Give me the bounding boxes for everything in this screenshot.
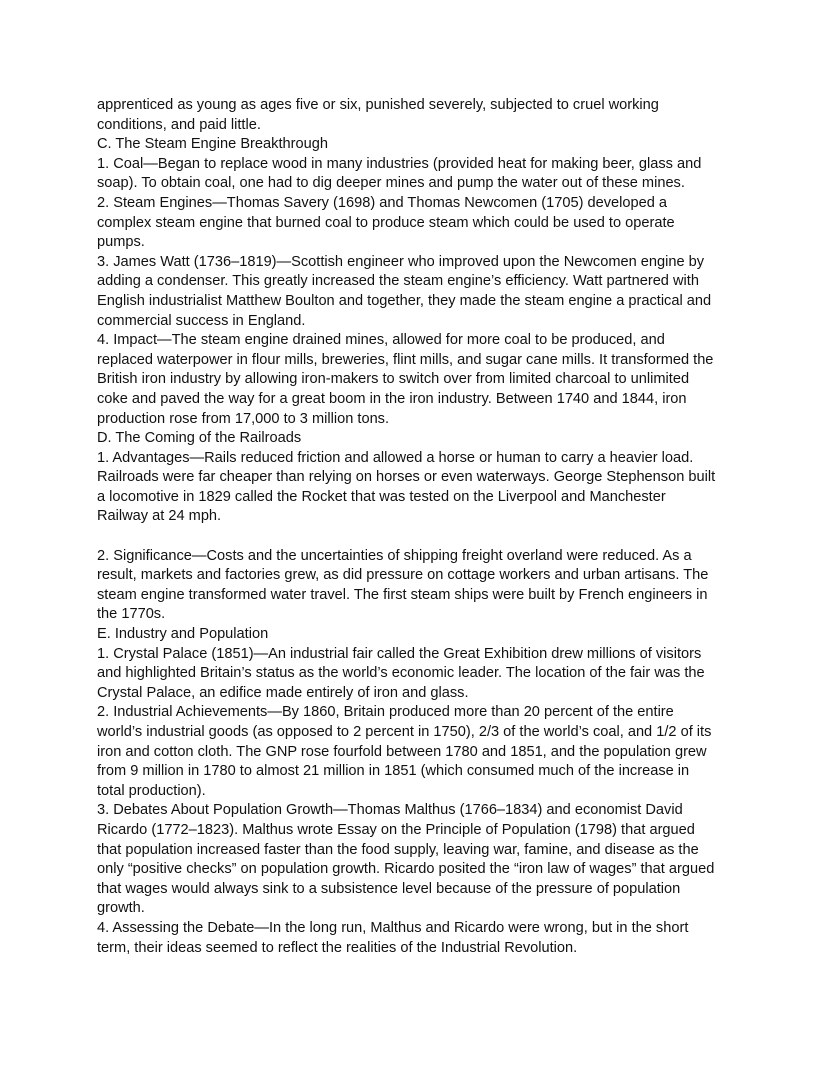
text-line: C. The Steam Engine Breakthrough — [97, 136, 328, 153]
text-line: 4. Assessing the Debate—In the long run, Malthus and Ricardo were wrong, but in the short — [97, 919, 689, 936]
text-line: result, markets and factories grew, as did pressure on cottage workers and urban artisans. The — [97, 567, 709, 584]
text-line: only “positive checks” on population growth. Ricardo posited the “iron law of wages” that argued — [97, 861, 715, 878]
text-line: adding a condenser. This greatly increased the steam engine’s efficiency. Watt partnered with — [97, 273, 699, 290]
text-line: iron and cotton cloth. The GNP rose fourfold between 1780 and 1851, and the population grew — [97, 743, 707, 760]
text-line: D. The Coming of the Railroads — [97, 430, 302, 447]
text-line: 4. Impact—The steam engine drained mines, allowed for more coal to be produced, and — [97, 332, 665, 349]
text-line: pumps. — [97, 234, 145, 251]
text-line: a locomotive in 1829 called the Rocket that was tested on the Liverpool and Manchester — [97, 488, 666, 505]
text-line: commercial success in England. — [97, 312, 306, 329]
text-line: E. Industry and Population — [97, 626, 269, 643]
text-line: steam engine transformed water travel. The first steam ships were built by French engineers in — [97, 586, 708, 603]
text-line: apprenticed as young as ages five or six, punished severely, subjected to cruel working — [97, 97, 659, 113]
document-body — [97, 96, 737, 958]
blank-line — [97, 527, 737, 547]
text-line: term, their ideas seemed to reflect the realities of the Industrial Revolution. — [97, 939, 578, 956]
text-line: replaced waterpower in flour mills, breweries, flint mills, and sugar cane mills. It transformed the — [97, 351, 714, 368]
text-line: total production). — [97, 782, 206, 799]
text-line: that wages would always sink to a subsistence level because of the pressure of population — [97, 880, 681, 897]
text-line: English industrialist Matthew Boulton and together, they made the steam engine a practical and — [97, 292, 712, 309]
text-line: growth. — [97, 900, 145, 917]
text-line: 1. Crystal Palace (1851)—An industrial fair called the Great Exhibition drew millions of visitors — [97, 645, 702, 662]
text-line: that population increased faster than the food supply, leaving war, famine, and disease as the — [97, 841, 699, 858]
text-line: 2. Significance—Costs and the uncertainties of shipping freight overland were reduced. As a — [97, 547, 692, 564]
text-line: 3. Debates About Population Growth—Thomas Malthus (1766–1834) and economist David — [97, 802, 683, 819]
text-line: 2. Steam Engines—Thomas Savery (1698) and Thomas Newcomen (1705) developed a — [97, 194, 668, 211]
text-line: the 1770s. — [97, 606, 166, 623]
text-line: Crystal Palace, an edifice made entirely of iron and glass. — [97, 684, 469, 701]
text-line: 2. Industrial Achievements—By 1860, Britain produced more than 20 percent of the entire — [97, 704, 674, 721]
text-line: production rose from 17,000 to 3 million tons. — [97, 410, 390, 427]
text-line: British iron industry by allowing iron-makers to switch over from limited charcoal to unlimited — [97, 371, 690, 388]
text-line: coke and paved the way for a great boom in the iron industry. Between 1740 and 1844, iron — [97, 390, 687, 407]
text-line: conditions, and paid little. — [97, 116, 261, 133]
text-line: Railroads were far cheaper than relying on horses or even waterways. George Stephenson built — [97, 469, 716, 486]
text-line: Railway at 24 mph. — [97, 508, 222, 525]
text-line: Ricardo (1772–1823). Malthus wrote Essay on the Principle of Population (1798) that argued — [97, 821, 695, 838]
text-line: from 9 million in 1780 to almost 21 million in 1851 (which consumed much of the increase in — [97, 763, 690, 780]
text-line: complex steam engine that burned coal to produce steam which could be used to operate — [97, 214, 675, 231]
text-line: 1. Coal—Began to replace wood in many industries (provided heat for making beer, glass and — [97, 155, 702, 172]
text-line: soap). To obtain coal, one had to dig deeper mines and pump the water out of these mines. — [97, 175, 685, 192]
text-line: world’s industrial goods (as opposed to 2 percent in 1750), 2/3 of the world’s coal, and 1/2 of its — [97, 724, 712, 740]
text-line: and highlighted Britain’s status as the world’s economic leader. The location of the fair was the — [97, 665, 705, 682]
text-line: 3. James Watt (1736–1819)—Scottish engineer who improved upon the Newcomen engine by — [97, 253, 705, 270]
text-line: 1. Advantages—Rails reduced friction and allowed a horse or human to carry a heavier load. — [97, 449, 694, 466]
